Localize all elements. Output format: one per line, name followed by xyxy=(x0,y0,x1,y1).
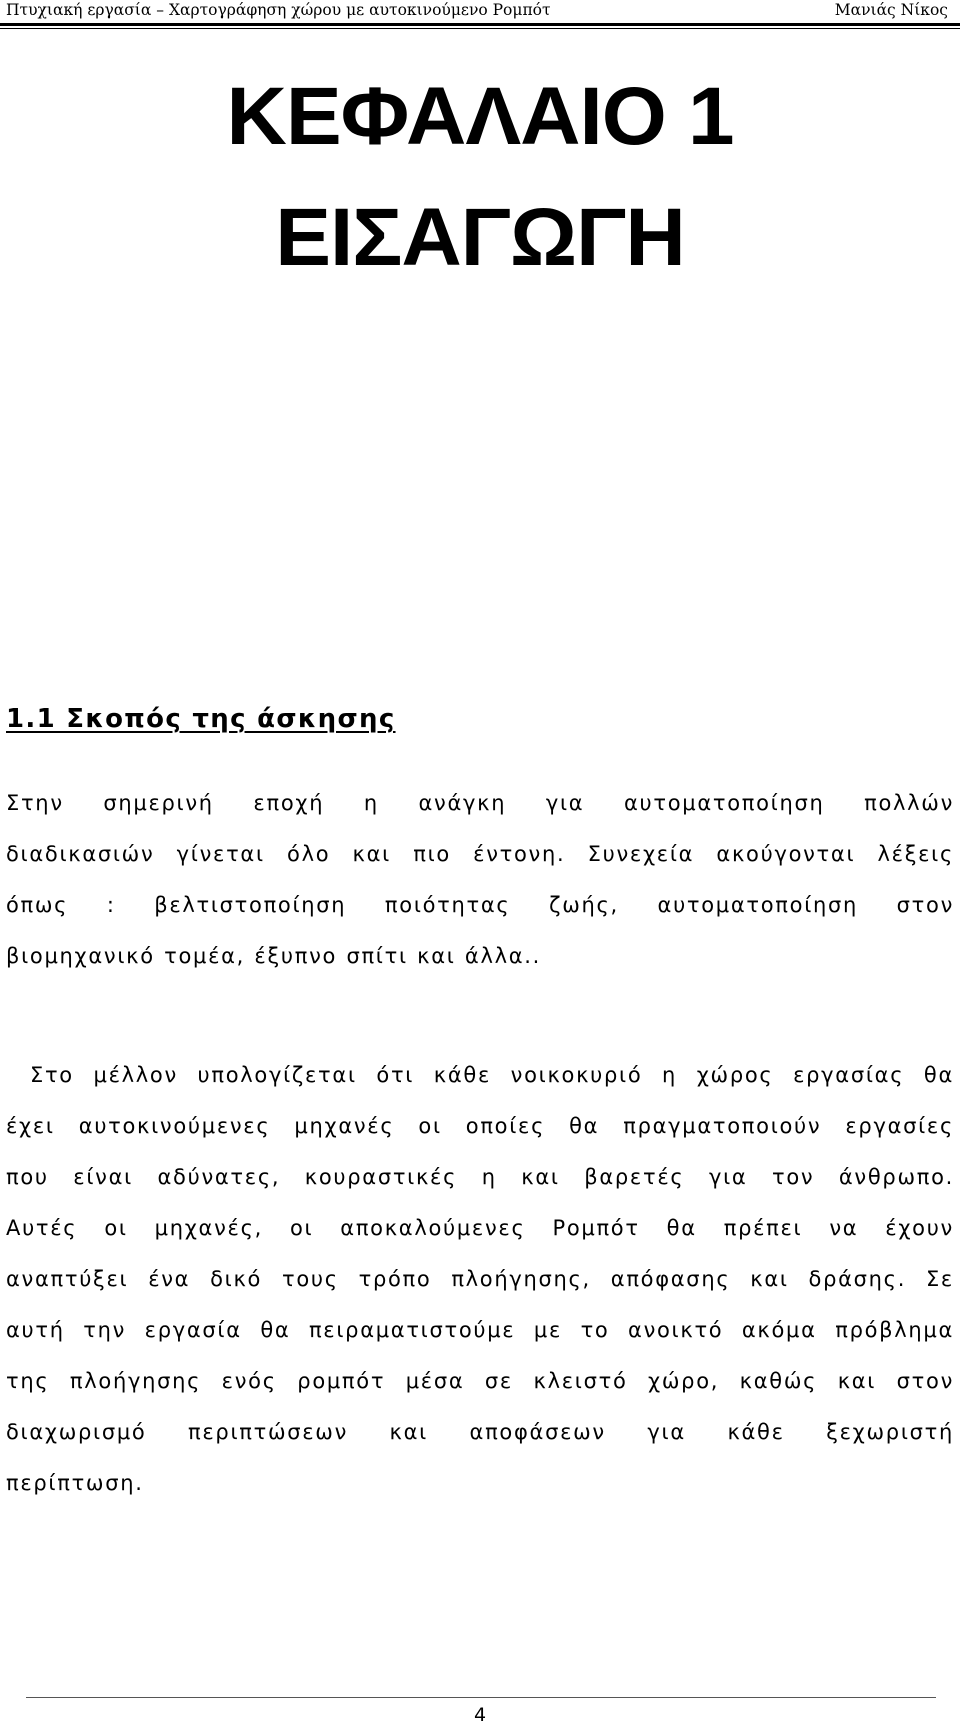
paragraph-line: αναπτύξει ένα δικό τους τρόπο πλοήγησης, απόφασης και δράσης. Σε xyxy=(6,1267,954,1291)
paragraph-line: αυτή την εργασία θα πειραματιστούμε με το ανοικτό ακόμα πρόβλημα xyxy=(6,1318,954,1342)
paragraph-line: Στην σημερινή εποχή η ανάγκη για αυτοματοποίηση πολλών xyxy=(6,791,954,815)
paragraph-line: έχει αυτοκινούμενες μηχανές οι οποίες θα πραγματοποιούν εργασίες xyxy=(6,1114,954,1138)
paragraph-line: βιομηχανικό τομέα, έξυπνο σπίτι και άλλα.. xyxy=(6,944,542,968)
page-number: 4 xyxy=(473,1704,487,1726)
chapter-number-title: ΚΕΦΑΛΑΙΟ 1 xyxy=(226,71,734,162)
header-rule-thin xyxy=(0,28,960,29)
chapter-name-title: ΕΙΣΑΓΩΓΗ xyxy=(275,192,685,283)
paragraph-line: που είναι αδύνατες, κουραστικές η και βαρετές για τον άνθρωπο. xyxy=(6,1165,954,1189)
paragraph-line: διαχωρισμό περιπτώσεων και αποφάσεων για κάθε ξεχωριστή xyxy=(6,1420,954,1444)
paragraph-line: Αυτές οι μηχανές, οι αποκαλούμενες Ρομπότ θα πρέπει να έχουν xyxy=(6,1216,954,1240)
paragraph-1 xyxy=(6,778,954,982)
paragraph-line: διαδικασιών γίνεται όλο και πιο έντονη. Συνεχεία ακούγονται λέξεις xyxy=(6,842,954,866)
paragraph-line: περίπτωση. xyxy=(6,1471,144,1495)
footer-rule xyxy=(26,1697,936,1698)
section-heading: 1.1 Σκοπός της άσκησης xyxy=(6,704,396,734)
paragraph-line: όπως : βελτιστοποίηση ποιότητας ζωής, αυτοματοποίηση στον xyxy=(6,893,954,917)
page-header xyxy=(0,0,960,24)
header-author-name: Μανιάς Νίκος xyxy=(834,1,948,19)
paragraph-line: της πλοήγησης ενός ρομπότ μέσα σε κλειστό χώρο, καθώς και στον xyxy=(6,1369,954,1393)
header-rule-thick xyxy=(0,23,960,26)
header-document-title: Πτυχιακή εργασία – Χαρτογράφηση χώρου με αυτοκινούμενο Ρομπότ xyxy=(6,1,551,19)
paragraph-2 xyxy=(6,1050,954,1509)
paragraph-line: Στο μέλλον υπολογίζεται ότι κάθε νοικοκυριό η χώρος εργασίας θα xyxy=(30,1063,954,1087)
